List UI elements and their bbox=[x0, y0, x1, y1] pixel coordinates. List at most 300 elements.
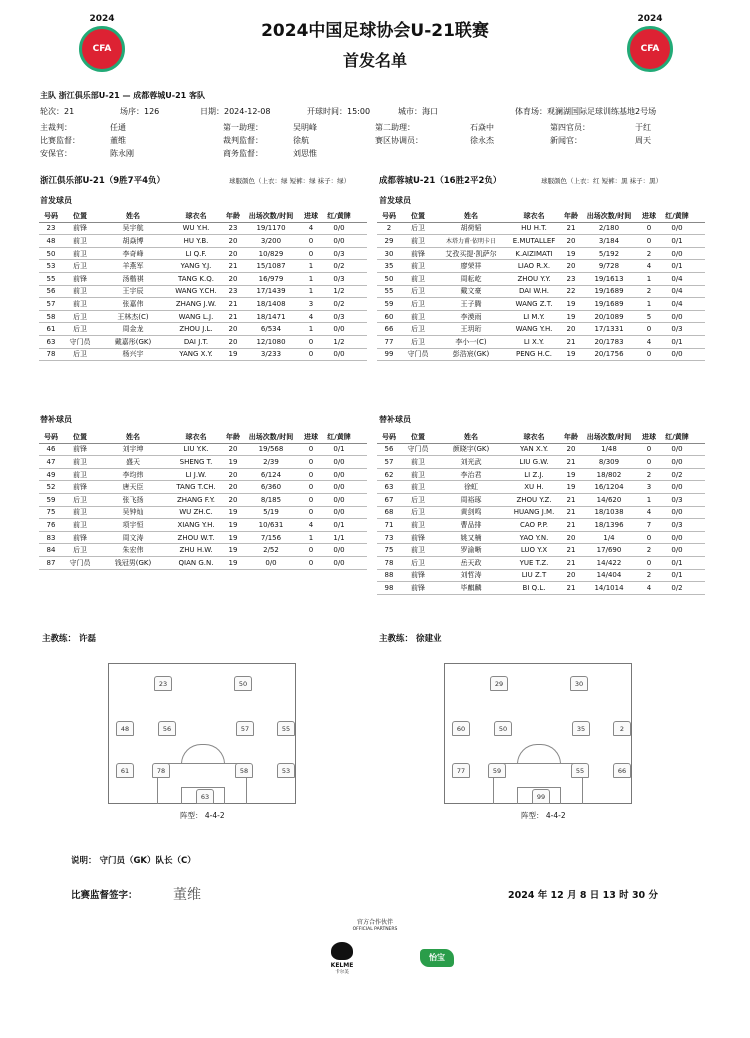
table-cell: WU Y.H. bbox=[182, 224, 210, 233]
table-cell: 后卫 bbox=[73, 350, 87, 359]
table-cell: 廖荣祥 bbox=[460, 262, 482, 271]
table-header bbox=[39, 210, 367, 223]
table-cell: 75 bbox=[46, 508, 56, 517]
kelme-logo: KELME 卡尔美 bbox=[327, 942, 357, 975]
table-cell: 年龄 bbox=[564, 432, 578, 441]
table-cell: 汤楷祺 bbox=[122, 274, 144, 283]
table-cell: 21 bbox=[566, 558, 576, 567]
table-cell: 位置 bbox=[73, 432, 87, 441]
table-row bbox=[377, 444, 705, 457]
table-cell: 19 bbox=[228, 457, 238, 466]
table-cell: 0/3 bbox=[671, 325, 683, 334]
official-name: 于红 bbox=[635, 123, 651, 132]
table-cell: 23 bbox=[228, 287, 238, 296]
table-cell: TANG T.CH. bbox=[176, 483, 216, 492]
table-cell: 16/1204 bbox=[594, 483, 624, 492]
table-cell: 7 bbox=[646, 520, 652, 529]
official-role: 裁判监督： bbox=[223, 136, 263, 145]
table-cell: 0/3 bbox=[333, 249, 345, 258]
table-cell: 20 bbox=[228, 470, 238, 479]
table-cell: 12/1080 bbox=[256, 337, 286, 346]
table-row bbox=[377, 349, 705, 362]
table-cell: 前锋 bbox=[73, 224, 87, 233]
table-cell: 前锋 bbox=[73, 533, 87, 542]
home-team-title: 浙江俱乐部U-21（9胜7平4负） bbox=[40, 176, 166, 186]
table-cell: 58 bbox=[46, 312, 56, 321]
official-name: 周天 bbox=[635, 136, 651, 145]
table-cell: 56 bbox=[384, 445, 394, 454]
table-cell: 红/黄牌 bbox=[327, 432, 351, 441]
table-cell: WANG Y.H. bbox=[515, 325, 553, 334]
table-cell: WU ZH.C. bbox=[179, 508, 213, 517]
table-cell: 0/0 bbox=[671, 533, 683, 542]
table-cell: LI M.Y. bbox=[523, 312, 545, 321]
table-cell: 2/39 bbox=[263, 457, 279, 466]
table-cell: 李治君 bbox=[460, 470, 482, 479]
partner-subtitle: OFFICIAL PARTNERS bbox=[352, 927, 398, 932]
table-cell: 戴文豪 bbox=[460, 287, 482, 296]
table-cell: 0 bbox=[308, 445, 314, 454]
table-cell: 2 bbox=[386, 224, 392, 233]
table-cell: 78 bbox=[384, 558, 394, 567]
table-cell: 17/690 bbox=[596, 546, 622, 555]
table-row bbox=[377, 519, 705, 532]
table-cell: 进球 bbox=[304, 211, 318, 220]
table-row bbox=[377, 235, 705, 248]
table-cell: 号码 bbox=[44, 211, 58, 220]
table-cell: 14/1014 bbox=[594, 583, 624, 592]
table-cell: 14/620 bbox=[596, 495, 622, 504]
table-cell: 21 bbox=[566, 508, 576, 517]
table-cell: ZHOU J.L. bbox=[179, 325, 213, 334]
table-cell: 4 bbox=[646, 337, 652, 346]
table-cell: 4 bbox=[646, 583, 652, 592]
table-cell: 75 bbox=[384, 546, 394, 555]
table-cell: 52 bbox=[46, 483, 56, 492]
table-cell: 羊燕军 bbox=[122, 262, 144, 271]
table-cell: 号码 bbox=[44, 432, 58, 441]
table-cell: 毕麒麟 bbox=[460, 583, 482, 592]
official-name: 石焱中 bbox=[470, 123, 494, 132]
table-cell: 3/233 bbox=[260, 350, 282, 359]
table-cell: 14/404 bbox=[596, 571, 622, 580]
table-cell: 钱冠男(GK) bbox=[114, 558, 152, 567]
player-shirt-icon: 35 bbox=[572, 721, 590, 736]
table-cell: 20 bbox=[566, 325, 576, 334]
table-cell: 50 bbox=[46, 249, 56, 258]
table-cell: 18/1408 bbox=[256, 299, 286, 308]
table-cell: 前卫 bbox=[411, 457, 425, 466]
table-cell: DAI J.T. bbox=[183, 337, 209, 346]
table-cell: 99 bbox=[384, 350, 394, 359]
player-shirt-icon: 29 bbox=[490, 676, 508, 691]
table-cell: 21 bbox=[566, 546, 576, 555]
table-cell: 1 bbox=[646, 495, 652, 504]
player-shirt-icon: 2 bbox=[613, 721, 631, 736]
page-title: 2024中国足球协会U-21联赛 bbox=[261, 21, 489, 41]
table-cell: 0/0 bbox=[671, 312, 683, 321]
table-cell: 0 bbox=[308, 495, 314, 504]
table-cell: LI Z.J. bbox=[524, 470, 544, 479]
table-row bbox=[39, 286, 367, 299]
official-role: 赛区协调员： bbox=[375, 136, 423, 145]
table-cell: LI Q.F. bbox=[185, 249, 207, 258]
table-cell: 4 bbox=[308, 224, 314, 233]
table-cell: 朱宏伟 bbox=[122, 546, 144, 555]
table-cell: WANG L.J. bbox=[178, 312, 214, 321]
official-name: 董维 bbox=[110, 136, 126, 145]
table-cell: 77 bbox=[384, 337, 394, 346]
table-cell: 10/829 bbox=[258, 249, 284, 258]
table-cell: LUO Y.X bbox=[520, 546, 548, 555]
table-cell: ZHOU Y.Y. bbox=[517, 274, 551, 283]
table-cell: 21 bbox=[566, 337, 576, 346]
table-cell: 50 bbox=[384, 274, 394, 283]
table-cell: 18/1038 bbox=[594, 508, 624, 517]
table-cell: BI Q.L. bbox=[522, 583, 546, 592]
table-cell: 19 bbox=[566, 249, 576, 258]
table-cell: 1 bbox=[308, 274, 314, 283]
table-cell: 刘光武 bbox=[460, 457, 482, 466]
table-cell: 14/422 bbox=[596, 558, 622, 567]
table-cell: 进球 bbox=[642, 432, 656, 441]
table-cell: 63 bbox=[46, 337, 56, 346]
table-cell: 0/3 bbox=[333, 274, 345, 283]
cfa-emblem-icon: CFA bbox=[79, 26, 125, 72]
table-cell: 1 bbox=[308, 533, 314, 542]
away-formation: 阵型： 4-4-2 bbox=[521, 811, 566, 820]
table-row bbox=[39, 507, 367, 520]
official-role: 第二助理： bbox=[375, 123, 415, 132]
table-cell: WANG Z.T. bbox=[515, 299, 553, 308]
table-cell: 前卫 bbox=[73, 287, 87, 296]
table-cell: 20 bbox=[566, 445, 576, 454]
table-cell: 3/200 bbox=[260, 236, 282, 245]
home-formation: 阵型： 4-4-2 bbox=[180, 811, 225, 820]
table-cell: 张嘉伟 bbox=[122, 299, 144, 308]
table-cell: 守门员 bbox=[69, 337, 91, 346]
table-cell: 0/1 bbox=[671, 571, 683, 580]
cfa-logo-left: 2024 CFA bbox=[77, 14, 127, 76]
table-cell: 5/19 bbox=[263, 508, 279, 517]
table-cell: 29 bbox=[384, 236, 394, 245]
table-cell: 0/0 bbox=[671, 483, 683, 492]
table-cell: 彭浩宸(GK) bbox=[452, 350, 490, 359]
table-cell: 35 bbox=[384, 262, 394, 271]
table-cell: LIU Z.T bbox=[521, 571, 547, 580]
table-cell: 周耘屹 bbox=[460, 274, 482, 283]
table-cell: 66 bbox=[384, 325, 394, 334]
table-row bbox=[39, 456, 367, 469]
table-row bbox=[377, 557, 705, 570]
table-cell: 0/3 bbox=[333, 312, 345, 321]
table-cell: 57 bbox=[384, 457, 394, 466]
table-cell: 前卫 bbox=[411, 483, 425, 492]
table-row bbox=[39, 273, 367, 286]
table-cell: 1/48 bbox=[601, 445, 617, 454]
player-shirt-icon: 77 bbox=[452, 763, 470, 778]
official-name: 任通 bbox=[110, 123, 126, 132]
table-cell: 王玥珩 bbox=[460, 325, 482, 334]
table-cell: 王宇辰 bbox=[122, 287, 144, 296]
table-cell: 20 bbox=[228, 495, 238, 504]
table-cell: 17/1439 bbox=[256, 287, 286, 296]
player-shirt-icon: 66 bbox=[613, 763, 631, 778]
table-cell: 63 bbox=[384, 483, 394, 492]
table-cell: 0 bbox=[646, 350, 652, 359]
table-cell: 59 bbox=[384, 299, 394, 308]
table-cell: 姓名 bbox=[126, 432, 140, 441]
table-cell: 姓名 bbox=[464, 432, 478, 441]
player-shirt-icon: 50 bbox=[494, 721, 512, 736]
cfa-emblem-icon: CFA bbox=[627, 26, 673, 72]
official-name: 吴明峰 bbox=[293, 123, 317, 132]
table-cell: 0/0 bbox=[333, 350, 345, 359]
table-cell: 46 bbox=[46, 445, 56, 454]
table-cell: 后卫 bbox=[411, 508, 425, 517]
table-cell: 3 bbox=[308, 299, 314, 308]
table-cell: 0 bbox=[308, 249, 314, 258]
table-cell: WANG Y.CH. bbox=[175, 287, 217, 296]
table-cell: 罗渝晰 bbox=[460, 546, 482, 555]
table-row bbox=[39, 532, 367, 545]
table-cell: 前卫 bbox=[411, 470, 425, 479]
table-cell: 吴钟灿 bbox=[122, 508, 144, 517]
table-cell: 后卫 bbox=[411, 299, 425, 308]
table-cell: TANG K.Q. bbox=[178, 274, 214, 283]
table-cell: 周金龙 bbox=[122, 325, 144, 334]
table-cell: 1/2 bbox=[333, 337, 345, 346]
table-cell: 2/180 bbox=[598, 224, 620, 233]
table-cell: 20/1089 bbox=[594, 312, 624, 321]
table-cell: 19 bbox=[566, 299, 576, 308]
table-cell: 前卫 bbox=[73, 236, 87, 245]
table-row bbox=[377, 323, 705, 336]
table-cell: 20/1783 bbox=[594, 337, 624, 346]
page-subtitle: 首发名单 bbox=[342, 51, 407, 70]
table-cell: E.MUTALLEF bbox=[512, 236, 556, 245]
table-cell: 0/0 bbox=[671, 445, 683, 454]
sign-date: 2024 年 12 月 8 日 13 时 30 分 bbox=[508, 890, 658, 901]
table-cell: 20 bbox=[228, 445, 238, 454]
table-cell: XU H. bbox=[524, 483, 544, 492]
table-cell: 李漠雨 bbox=[460, 312, 482, 321]
table-cell: 唐天臣 bbox=[122, 483, 144, 492]
table-cell: 18/1396 bbox=[594, 520, 624, 529]
table-cell: 0/0 bbox=[671, 508, 683, 517]
table-cell: YAN X.Y. bbox=[519, 445, 549, 454]
official-name: 刘思惟 bbox=[293, 149, 317, 158]
table-cell: K.AIZIMATI bbox=[515, 249, 553, 258]
table-cell: 0 bbox=[308, 508, 314, 517]
table-cell: 前卫 bbox=[73, 249, 87, 258]
table-cell: 0/0 bbox=[333, 236, 345, 245]
table-cell: 0/2 bbox=[671, 583, 683, 592]
table-cell: 0 bbox=[646, 533, 652, 542]
table-row bbox=[39, 519, 367, 532]
table-cell: 0/0 bbox=[265, 558, 277, 567]
table-cell: 49 bbox=[46, 470, 56, 479]
table-row bbox=[377, 544, 705, 557]
table-cell: 黄剑鸣 bbox=[460, 508, 482, 517]
table-cell: 6/124 bbox=[260, 470, 282, 479]
table-cell: 进球 bbox=[642, 211, 656, 220]
player-shirt-icon: 56 bbox=[158, 721, 176, 736]
table-cell: 球衣名 bbox=[185, 211, 207, 220]
table-cell: 2/52 bbox=[263, 546, 279, 555]
table-cell: 17/1331 bbox=[594, 325, 624, 334]
table-cell: 胡焱博 bbox=[122, 236, 144, 245]
table-cell: 18/1471 bbox=[256, 312, 286, 321]
table-cell: 前卫 bbox=[73, 470, 87, 479]
table-cell: 73 bbox=[384, 533, 394, 542]
player-shirt-icon: 30 bbox=[570, 676, 588, 691]
table-cell: 21 bbox=[566, 583, 576, 592]
table-row bbox=[39, 323, 367, 336]
table-cell: ZHANG F.Y. bbox=[177, 495, 215, 504]
table-row bbox=[377, 456, 705, 469]
table-cell: DAI W.H. bbox=[518, 287, 550, 296]
table-cell: 后卫 bbox=[73, 325, 87, 334]
table-cell: 0/0 bbox=[671, 249, 683, 258]
official-name: 徐永杰 bbox=[470, 136, 494, 145]
table-cell: 47 bbox=[46, 457, 56, 466]
table-cell: 0/0 bbox=[333, 325, 345, 334]
player-shirt-icon: 48 bbox=[116, 721, 134, 736]
table-row bbox=[377, 582, 705, 595]
table-cell: 20 bbox=[228, 325, 238, 334]
table-cell: 胡荷韬 bbox=[460, 224, 482, 233]
table-row bbox=[377, 507, 705, 520]
home-kit-colors: 球服颜色（上衣：绿 短裤：绿 袜子：绿） bbox=[229, 177, 351, 185]
table-cell: 前卫 bbox=[411, 262, 425, 271]
home-subs-label: 替补球员 bbox=[40, 415, 72, 424]
table-cell: 0/0 bbox=[333, 508, 345, 517]
table-cell: 4 bbox=[646, 262, 652, 271]
table-cell: 61 bbox=[46, 325, 56, 334]
table-row bbox=[377, 298, 705, 311]
table-cell: 19 bbox=[566, 350, 576, 359]
table-row bbox=[39, 235, 367, 248]
table-cell: 球衣名 bbox=[523, 432, 545, 441]
table-cell: 前卫 bbox=[73, 508, 87, 517]
table-cell: 21 bbox=[566, 520, 576, 529]
player-shirt-icon: 99 bbox=[532, 789, 550, 804]
supervisor-sign-label: 比赛监督签字： bbox=[71, 890, 138, 901]
table-cell: YUE T.Z. bbox=[519, 558, 549, 567]
table-cell: 1 bbox=[308, 287, 314, 296]
table-cell: 19 bbox=[228, 558, 238, 567]
official-role: 第一助理： bbox=[223, 123, 263, 132]
home-subs-table bbox=[39, 431, 367, 570]
table-cell: 2 bbox=[646, 287, 652, 296]
table-cell: 0 bbox=[646, 236, 652, 245]
table-cell: 0 bbox=[308, 483, 314, 492]
table-cell: 8/185 bbox=[260, 495, 282, 504]
table-cell: 1 bbox=[646, 274, 652, 283]
table-cell: 球衣名 bbox=[185, 432, 207, 441]
table-cell: 前锋 bbox=[411, 571, 425, 580]
table-cell: 20/1756 bbox=[594, 350, 624, 359]
table-cell: 后卫 bbox=[73, 262, 87, 271]
table-cell: 48 bbox=[46, 236, 56, 245]
table-cell: 红/黄牌 bbox=[665, 211, 689, 220]
player-shirt-icon: 61 bbox=[116, 763, 134, 778]
table-cell: 21 bbox=[228, 299, 238, 308]
table-cell: 19 bbox=[566, 470, 576, 479]
table-cell: 2 bbox=[646, 470, 652, 479]
table-cell: 0/1 bbox=[671, 262, 683, 271]
table-cell: 98 bbox=[384, 583, 394, 592]
table-cell: 前锋 bbox=[411, 583, 425, 592]
table-cell: 后卫 bbox=[411, 224, 425, 233]
table-cell: 0 bbox=[308, 350, 314, 359]
table-row bbox=[377, 260, 705, 273]
table-cell: 李奇峰 bbox=[122, 249, 144, 258]
table-cell: 李均炜 bbox=[122, 470, 144, 479]
table-row bbox=[39, 349, 367, 362]
away-subs-label: 替补球员 bbox=[379, 415, 411, 424]
player-shirt-icon: 58 bbox=[235, 763, 253, 778]
table-cell: 周文涛 bbox=[122, 533, 144, 542]
home-starters-table bbox=[39, 210, 367, 361]
table-cell: 3 bbox=[646, 483, 652, 492]
table-row bbox=[377, 481, 705, 494]
table-cell: 55 bbox=[384, 287, 394, 296]
player-shirt-icon: 55 bbox=[571, 763, 589, 778]
table-cell: 王子腾 bbox=[460, 299, 482, 308]
table-cell: 0/4 bbox=[671, 299, 683, 308]
table-cell: 0/0 bbox=[671, 350, 683, 359]
table-cell: 前锋 bbox=[73, 483, 87, 492]
table-cell: 出场次数/时间 bbox=[248, 432, 294, 441]
table-cell: YANG X.Y. bbox=[179, 350, 213, 359]
table-cell: 83 bbox=[46, 533, 56, 542]
table-cell: 19/1613 bbox=[594, 274, 624, 283]
table-cell: 21 bbox=[228, 262, 238, 271]
table-cell: 守门员 bbox=[407, 445, 429, 454]
away-starters-label: 首发球员 bbox=[379, 196, 411, 205]
table-cell: 艾孜买提·凯萨尔 bbox=[445, 249, 497, 258]
table-cell: 19 bbox=[228, 350, 238, 359]
table-cell: SHENG T. bbox=[179, 457, 213, 466]
table-cell: 后卫 bbox=[411, 287, 425, 296]
table-cell: 88 bbox=[384, 571, 394, 580]
legend-note: 说明： 守门员（GK）队长（C） bbox=[71, 856, 196, 866]
table-cell: 盛天 bbox=[126, 457, 140, 466]
supervisor-signature: 董维 bbox=[173, 887, 201, 903]
table-cell: HU H.T. bbox=[521, 224, 547, 233]
table-cell: 19 bbox=[566, 312, 576, 321]
table-row bbox=[377, 311, 705, 324]
table-cell: 87 bbox=[46, 558, 56, 567]
table-cell: 6/360 bbox=[260, 483, 282, 492]
table-cell: 10/631 bbox=[258, 520, 284, 529]
table-cell: PENG H.C. bbox=[515, 350, 552, 359]
table-cell: 21 bbox=[566, 457, 576, 466]
away-starters-table bbox=[377, 210, 705, 361]
table-cell: 76 bbox=[46, 520, 56, 529]
table-cell: 1/4 bbox=[603, 533, 615, 542]
table-cell: 王林杰(C) bbox=[117, 312, 149, 321]
table-cell: 1 bbox=[308, 262, 314, 271]
table-row bbox=[377, 248, 705, 261]
table-cell: 20 bbox=[228, 236, 238, 245]
table-cell: 后卫 bbox=[411, 558, 425, 567]
table-row bbox=[377, 273, 705, 286]
table-cell: 戴嘉彤(GK) bbox=[114, 337, 152, 346]
table-cell: 4 bbox=[308, 520, 314, 529]
